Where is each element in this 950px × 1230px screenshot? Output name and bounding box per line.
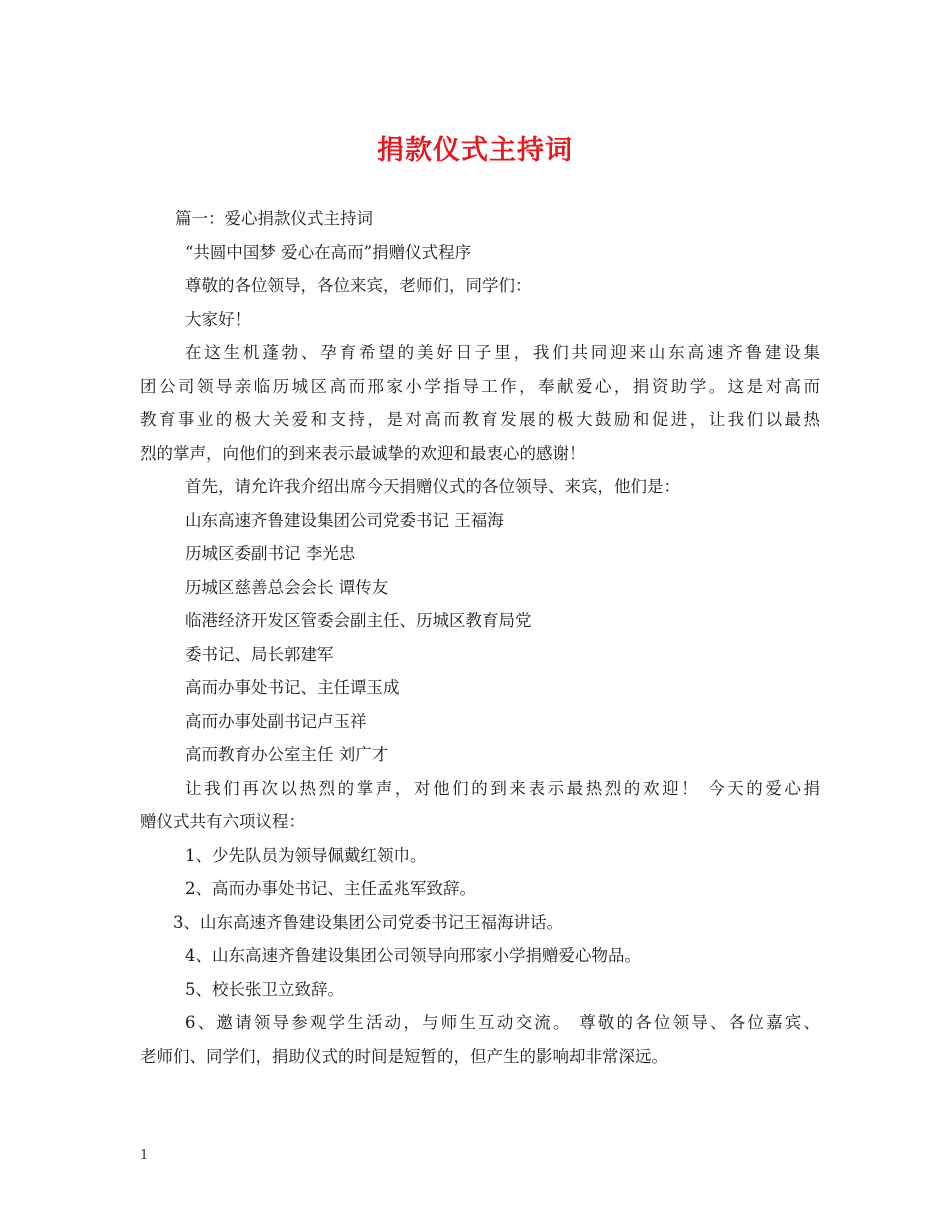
document-title: 捐款仪式主持词: [377, 135, 573, 166]
agenda-item: 5、校长张卫立致辞。: [185, 979, 344, 999]
paragraph-line: 团公司领导亲临历城区高而邢家小学指导工作，奉献爱心，捐资助学。这是对高而: [140, 376, 820, 396]
agenda-item: 4、山东高速齐鲁建设集团公司领导向邢家小学捐赠爱心物品。: [185, 946, 641, 965]
guest-list-item: 委书记、局长郭建军: [185, 644, 334, 664]
guest-list-item: 高而教育办公室主任 刘广才: [185, 745, 389, 764]
guest-list-item: 历城区慈善总会会长 谭传友: [185, 577, 389, 597]
greeting: 大家好！: [185, 309, 251, 329]
agenda-item: 3、山东高速齐鲁建设集团公司党委书记王福海讲话。: [173, 912, 563, 932]
paragraph-line: 教育事业的极大关爱和支持，是对高而教育发展的极大鼓励和促进，让我们以最热: [140, 410, 820, 429]
paragraph-line: 老师们、同学们，捐助仪式的时间是短暂的，但产生的影响却非常深远。: [140, 1046, 668, 1066]
page-number: 1: [140, 1148, 149, 1163]
paragraph-line: 赠仪式共有六项议程：: [140, 812, 305, 831]
guest-list-item: 高而办事处书记、主任谭玉成: [185, 678, 400, 697]
agenda-item: 6、邀请领导参观学生活动，与师生互动交流。 尊敬的各位领导、各位嘉宾、: [185, 1013, 820, 1032]
guest-list-item: 高而办事处副书记卢玉祥: [185, 711, 367, 731]
agenda-item: 2、高而办事处书记、主任孟兆军致辞。: [185, 879, 476, 898]
paragraph-line: 烈的掌声，向他们的到来表示最诚挚的欢迎和最衷心的感谢！: [140, 443, 586, 463]
paragraph-line: 让我们再次以热烈的掌声，对他们的到来表示最热烈的欢迎！ 今天的爱心捐: [185, 778, 820, 798]
program-title: “共圆中国梦 爱心在高而”捐赠仪式程序: [185, 242, 472, 262]
salutation: 尊敬的各位领导，各位来宾，老师们，同学们：: [185, 276, 532, 295]
section-heading: 篇一：爱心捐款仪式主持词: [175, 209, 373, 228]
guest-list-item: 山东高速齐鲁建设集团公司党委书记 王福海: [185, 510, 504, 530]
paragraph-line: 在这生机蓬勃、孕育希望的美好日子里，我们共同迎来山东高速齐鲁建设集: [185, 343, 820, 362]
agenda-item: 1、少先队员为领导佩戴红领巾。: [185, 845, 427, 865]
guest-list-item: 历城区委副书记 李光忠: [185, 544, 356, 563]
paragraph-line: 首先，请允许我介绍出席今天捐赠仪式的各位领导、来宾，他们是：: [185, 477, 680, 496]
guest-list-item: 临港经济开发区管委会副主任、历城区教育局党: [185, 611, 532, 630]
document-body: [140, 202, 820, 1073]
